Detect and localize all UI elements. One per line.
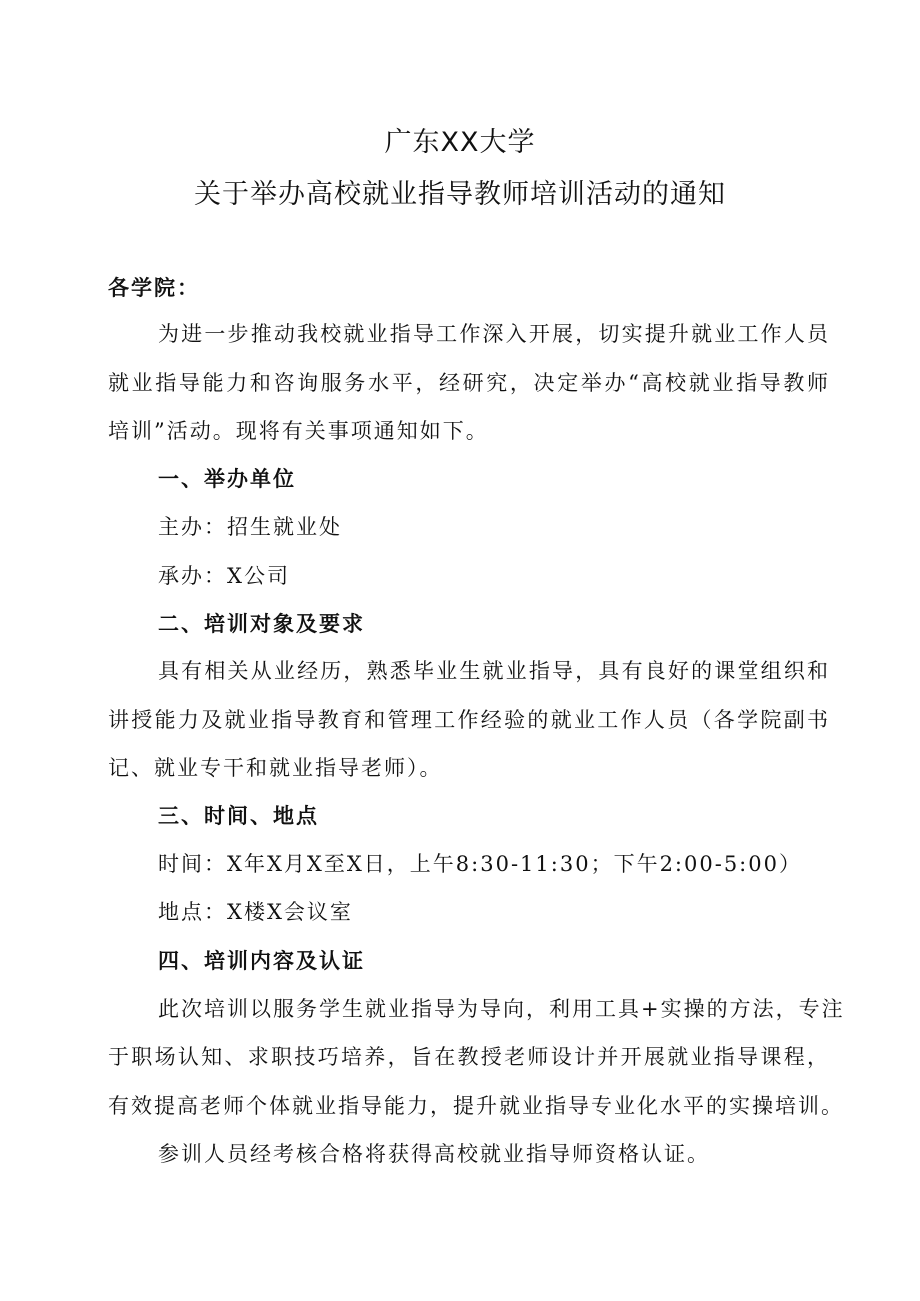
- notice-title: 关于举办高校就业指导教师培训活动的通知: [194, 179, 726, 210]
- section-2-line-3: 记、就业专干和就业指导老师）。: [108, 756, 443, 780]
- university-name: 广东XX大学: [384, 127, 536, 158]
- section-2-line-2: 讲授能力及就业指导教育和管理工作经验的就业工作人员（各学院副书: [108, 708, 830, 732]
- section-2-heading: 二、培训对象及要求: [158, 612, 365, 636]
- section-4-line-2: 于职场认知、求职技巧培养，旨在教授老师设计并开展就业指导课程，: [108, 1045, 830, 1069]
- organizer-line: 承办：X公司: [158, 564, 290, 588]
- section-4-line-1: 此次培训以服务学生就业指导为导向，利用工具+实操的方法，专注: [158, 997, 845, 1021]
- intro-line-3: 培训”活动。现将有关事项通知如下。: [108, 419, 489, 443]
- intro-line-2: 就业指导能力和咨询服务水平，经研究，决定举办“高校就业指导教师: [108, 371, 830, 395]
- salutation: 各学院：: [108, 276, 200, 300]
- section-4-line-3: 有效提高老师个体就业指导能力，提升就业指导专业化水平的实操培训。: [108, 1094, 844, 1118]
- section-4-heading: 四、培训内容及认证: [158, 949, 365, 973]
- certification-line: 参训人员经考核合格将获得高校就业指导师资格认证。: [158, 1142, 710, 1166]
- intro-line-1: 为进一步推动我校就业指导工作深入开展，切实提升就业工作人员: [158, 322, 830, 346]
- host-line: 主办：招生就业处: [158, 515, 342, 539]
- place-line: 地点：X楼X会议室: [158, 900, 353, 924]
- time-line: 时间：X年X月X至X日，上午8:30-11:30；下午2:00-5:00）: [158, 852, 802, 876]
- section-1-heading: 一、举办单位: [158, 467, 296, 491]
- section-2-line-1: 具有相关从业经历，熟悉毕业生就业指导，具有良好的课堂组织和: [158, 659, 830, 683]
- section-3-heading: 三、时间、地点: [158, 804, 319, 828]
